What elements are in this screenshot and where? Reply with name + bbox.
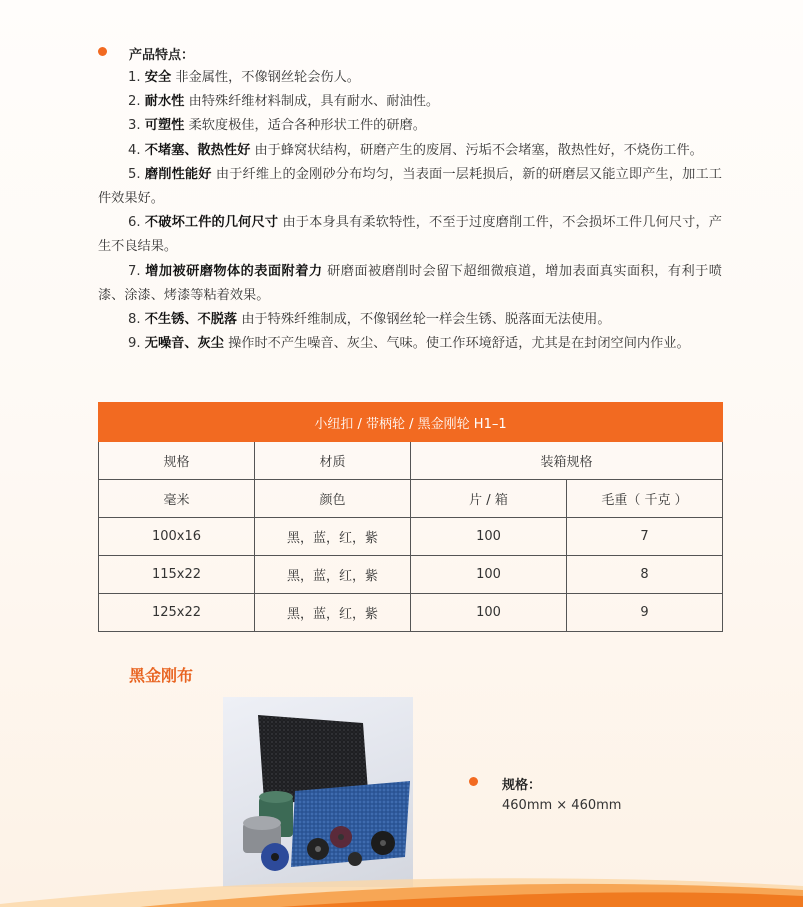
feature-key: 耐水性 [144, 94, 185, 110]
header-pcs: 片 / 箱 [411, 480, 567, 518]
feature-key: 可塑性 [144, 118, 185, 134]
feature-key: 不生锈、不脱落 [144, 312, 238, 328]
table-row [99, 518, 723, 556]
feature-desc: 由特殊纤维材料制成，具有耐水、耐油性。 [188, 94, 440, 110]
cell-pcs: 100 [411, 594, 567, 632]
cell-pcs: 100 [411, 518, 567, 556]
cell-size: 125x22 [99, 594, 255, 632]
features-title: 产品特点： [129, 48, 195, 63]
feature-item: 1. 安全 非金属性，不像钢丝轮会伤人。 [128, 70, 360, 85]
feature-item: 2. 耐水性 由特殊纤维材料制成，具有耐水、耐油性。 [128, 94, 440, 110]
cell-size: 100x16 [99, 518, 255, 556]
table-title-row [99, 403, 723, 442]
feature-desc: 非金属性，不像钢丝轮会伤人。 [175, 70, 360, 85]
spec-label: 规格： [502, 778, 542, 793]
feature-key: 磨削性能好 [144, 166, 212, 182]
feature-key: 不堵塞、散热性好 [144, 142, 251, 158]
features-bullet-icon [98, 47, 107, 56]
feature-key: 无噪音、灰尘 [144, 336, 224, 352]
abrasive-products-image [223, 697, 413, 887]
feature-item: 5. 磨削性能好 由于纤维上的金刚砂分布均匀，当表面一层耗损后，新的研磨层又能立即产生，加工工件效果好。 [98, 166, 722, 207]
cell-weight: 7 [567, 518, 723, 556]
product-title: 黑金刚布 [129, 666, 194, 685]
feature-item: 7. 增加被研磨物体的表面附着力 研磨面被磨削时会留下超细微痕道，增加表面真实面积，有利于喷漆、涂漆、烤漆等粘着效果。 [98, 263, 722, 303]
feature-item: 3. 可塑性 柔软度极佳，适合各种形状工件的研磨。 [128, 118, 426, 134]
feature-item: 6. 不破坏工件的几何尺寸 由于本身具有柔软特性，不至于过度磨削工件，不会损坏工件几何尺寸，产生不良结果。 [98, 215, 722, 255]
cell-color: 黑，蓝，红，紫 [255, 556, 411, 594]
spec-bullet-icon [469, 777, 478, 786]
feature-item: 9. 无噪音、灰尘 操作时不产生噪音、灰尘、气味。使工作环境舒适，尤其是在封闭空间内作业。 [128, 336, 690, 352]
header-unit: 毫米 [99, 480, 255, 518]
feature-desc: 柔软度极佳，适合各种形状工件的研磨。 [188, 118, 426, 134]
header-spec: 规格 [99, 442, 255, 480]
table-row [99, 556, 723, 594]
feature-key: 安全 [144, 70, 172, 85]
cell-size: 115x22 [99, 556, 255, 594]
decorative-wave [0, 860, 803, 907]
features-list [98, 66, 722, 356]
table-header-row [99, 442, 723, 480]
feature-desc: 由于蜂窝状结构，研磨产生的废屑、污垢不会堵塞，散热性好，不烧伤工件。 [254, 142, 703, 158]
cell-color: 黑，蓝，红，紫 [255, 518, 411, 556]
spec-value: 460mm × 460mm [502, 798, 622, 813]
feature-item: 4. 不堵塞、散热性好 由于蜂窝状结构，研磨产生的废屑、污垢不会堵塞，散热性好，不烧伤工件。 [128, 142, 703, 158]
feature-desc: 由于纤维上的金刚砂分布均匀，当表面一层耗损后，新的研磨层又能立即产生，加工工件效果好。 [98, 166, 722, 207]
header-packing: 装箱规格 [411, 442, 723, 480]
header-material: 材质 [255, 442, 411, 480]
feature-key: 不破坏工件的几何尺寸 [144, 215, 279, 231]
header-color: 颜色 [255, 480, 411, 518]
feature-item: 8. 不生锈、不脱落 由于特殊纤维制成，不像钢丝轮一样会生锈、脱落面无法使用。 [128, 312, 611, 328]
spec-table [98, 402, 723, 632]
cell-weight: 9 [567, 594, 723, 632]
product-photo [223, 697, 413, 887]
cell-pcs: 100 [411, 556, 567, 594]
table-subheader-row [99, 480, 723, 518]
cell-weight: 8 [567, 556, 723, 594]
table-title: 小纽扣 / 带柄轮 / 黑金刚轮 H1–1 [99, 403, 723, 442]
table-row [99, 594, 723, 632]
feature-desc: 由于本身具有柔软特性，不至于过度磨削工件，不会损坏工件几何尺寸，产生不良结果。 [98, 215, 722, 255]
feature-desc: 研磨面被磨削时会留下超细微痕道，增加表面真实面积，有利于喷漆、涂漆、烤漆等粘着效果。 [98, 263, 722, 303]
cell-color: 黑，蓝，红，紫 [255, 594, 411, 632]
feature-desc: 操作时不产生噪音、灰尘、气味。使工作环境舒适，尤其是在封闭空间内作业。 [228, 336, 690, 352]
feature-key: 增加被研磨物体的表面附着力 [145, 263, 323, 279]
header-weight: 毛重（ 千克 ） [567, 480, 723, 518]
feature-desc: 由于特殊纤维制成，不像钢丝轮一样会生锈、脱落面无法使用。 [241, 312, 611, 328]
